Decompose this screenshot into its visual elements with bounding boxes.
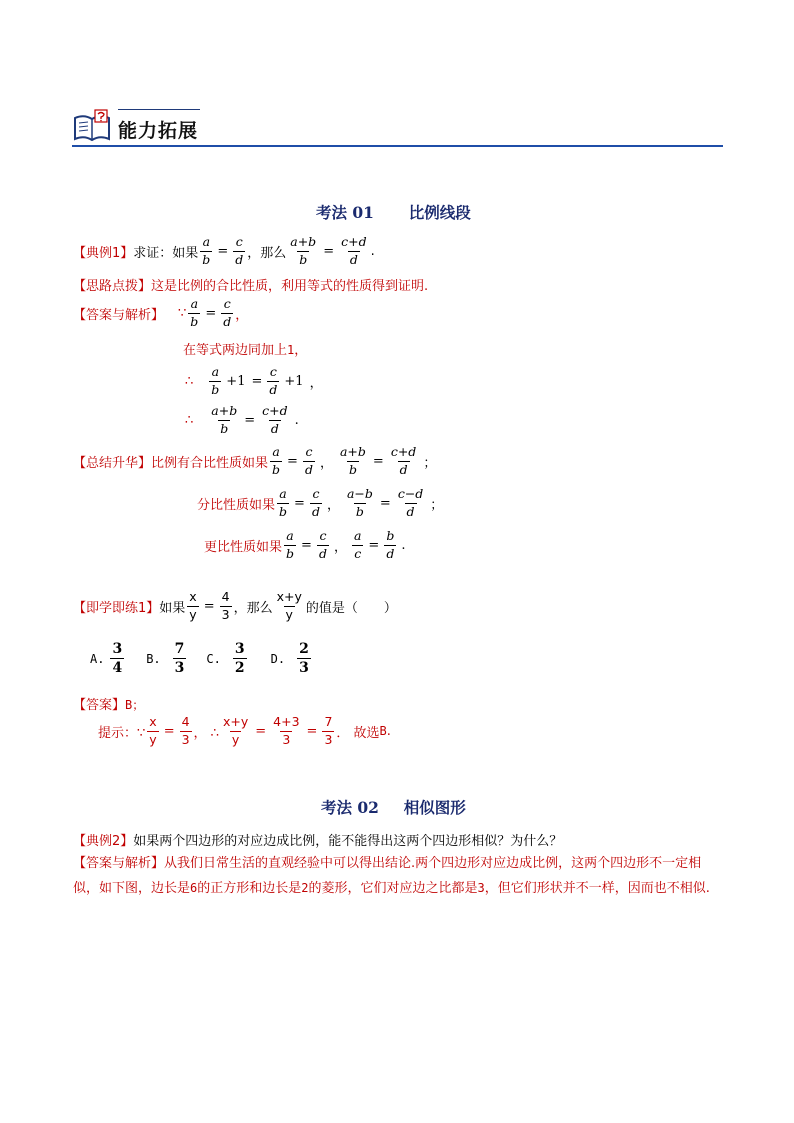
practice1-answer: 【答案】B； <box>73 698 145 713</box>
hint <box>73 275 428 294</box>
example2-tag: 【典例2】 <box>73 834 134 849</box>
answer1-row4: ∴ $\frac{a+b}{b}$ = $\frac{c+d}{d}$ . <box>185 403 299 436</box>
summary-row2: 分比性质如果 $\frac{a}{b}$ = $\frac{c}{d}$ ， $\frac{a-b}{b}$ = $\frac{c-d}{d}$ ； <box>197 486 444 519</box>
option-b[interactable]: B. $\frac{7}{3}$ <box>146 641 185 676</box>
section2-title-num: 考法 02 <box>321 798 379 817</box>
fraction-c-d: $\frac{c}{d}$ <box>235 234 244 267</box>
fraction-cpd-d: $\frac{c+d}{d}$ <box>341 234 367 267</box>
answer1-tag: 【答案与解析】 <box>73 307 165 323</box>
book-icon <box>72 108 112 144</box>
example2 <box>73 830 562 849</box>
answer2-tag: 【答案与解析】 <box>73 856 165 871</box>
practice1-options <box>90 642 313 675</box>
option-d[interactable]: D. $\frac{2}{3}$ <box>270 641 309 676</box>
answer1-row3: ∴ $\frac{a}{b}$ +1 = $\frac{c}{d}$ +1 ， <box>185 364 323 397</box>
section1-title-num: 考法 01 <box>316 203 374 222</box>
example1-mid: ，那么 <box>247 245 287 261</box>
practice1-tag: 【即学即练1】 <box>73 600 160 616</box>
answer1-row1: 【答案与解析】 ∵ $\frac{a}{b}$ = $\frac{c}{d}$ ， <box>73 296 249 329</box>
section2-title-text: 相似图形 <box>403 798 466 817</box>
summary-row1: 【总结升华】 比例有合比性质如果 $\frac{a}{b}$ = $\frac{c}{d}$ ， $\frac{a+b}{b}$ = $\frac{c+d}{d}$ ； <box>73 444 437 477</box>
practice1-answer-tag: 【答案】 <box>73 698 126 713</box>
section1-title-text: 比例线段 <box>408 203 471 222</box>
answer2: 【答案与解析】从我们日常生活的直观经验中可以得出结论.两个四边形对应边成比例，这两个四边形不一定相似，如下图，边长是6的正方形和边长是2的菱形，它们对应边之比都是3，但它们形状并不一样，因而也不相似. <box>73 856 710 896</box>
hint-tag: 【思路点拨】 <box>73 279 152 294</box>
header-top-rule <box>118 109 200 110</box>
option-a[interactable]: A. $\frac{3}{4}$ <box>90 641 123 676</box>
example1: 【典例1】 求证：如果 $\frac{a}{b}$ = $\frac{c}{d}$ ，那么 $\frac{a+b}{b}$ = $\frac{c+d}{d}$ . <box>73 234 375 267</box>
practice1: 【即学即练1】 如果 $\frac{x}{y}$ = $\frac{4}{3}$ ，那么 $\frac{x+y}{y}$ 的值是（ ） <box>73 589 397 622</box>
hint-text: 这是比例的合比性质，利用等式的性质得到证明. <box>151 279 429 294</box>
fraction-apb-b: $\frac{a+b}{b}$ <box>290 234 317 267</box>
section1-title <box>316 201 471 223</box>
fraction-a-b: $\frac{a}{b}$ <box>202 234 211 267</box>
section2-title <box>321 796 466 818</box>
example1-tag: 【典例1】 <box>73 245 134 261</box>
answer1-row2: 在等式两边同加上1， <box>183 343 308 358</box>
example1-lead: 求证：如果 <box>133 245 199 261</box>
summary-row3: 更比性质如果 $\frac{a}{b}$ = $\frac{c}{d}$ ， $\frac{a}{c}$ = $\frac{b}{d}$ . <box>204 528 406 561</box>
header-title: 能力拓展 <box>118 120 199 142</box>
summary-tag: 【总结升华】 <box>73 455 152 471</box>
practice1-hint: 提示：∵ $\frac{x}{y}$ = $\frac{4}{3}$ ， ∴ $\frac{x+y}{y}$ = $\frac{4+3}{3}$ = $\frac{7}{3}$ ． 故选 B . <box>98 714 391 747</box>
example2-text: 如果两个四边形的对应边成比例，能不能得出这两个四边形相似？为什么？ <box>133 834 563 849</box>
option-c[interactable]: C. $\frac{3}{2}$ <box>206 641 245 676</box>
header-rule <box>72 145 723 147</box>
